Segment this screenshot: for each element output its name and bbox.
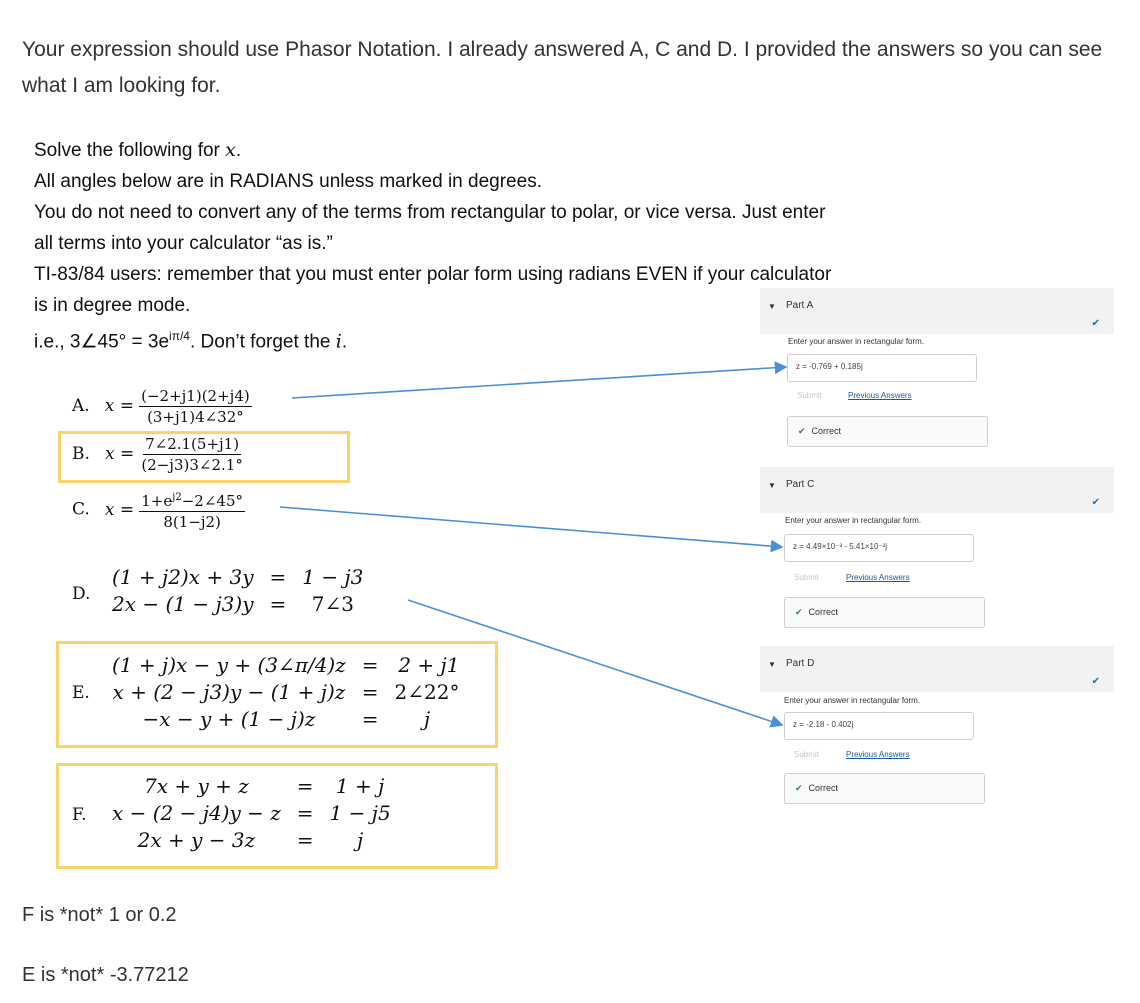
instruction-line-4: all terms into your calculator “as is.” (34, 233, 333, 254)
equation-rhs: 7∠3 (311, 592, 354, 616)
equation-lhs: x − (2 − j4)y − z (112, 801, 281, 825)
check-icon: ✔ (798, 426, 806, 436)
equation-rhs: 1 − j5 (329, 801, 391, 825)
part-d-prompt: Enter your answer in rectangular form. (784, 696, 921, 705)
equation-equals: = (296, 801, 314, 825)
equation-rhs: 2 + j1 (398, 653, 460, 677)
chevron-down-icon: ✔ (1091, 318, 1100, 329)
equation-lhs: x + (2 − j3)y − (1 + j)z (112, 680, 346, 704)
part-c-status-text: Correct (808, 607, 839, 617)
equation-rhs: 1 + j (335, 774, 385, 798)
problem-b-label: B. (72, 444, 90, 464)
part-d-previous-answers-link[interactable]: Previous Answers (846, 750, 910, 759)
equation-lhs: −x − y + (1 − j)z (142, 707, 316, 731)
arrow-a-to-part-a (292, 367, 786, 398)
equation-equals: = (361, 680, 379, 704)
problem-a-lhs: x = (104, 396, 135, 416)
part-d-submit-button[interactable]: Submit (794, 750, 819, 759)
check-icon: ✔ (795, 783, 803, 793)
equation-equals: = (269, 592, 287, 616)
collapse-triangle-icon: ▼ (768, 481, 776, 490)
equation-lhs: 7x + y + z (144, 774, 249, 798)
equation-rhs: 2∠22° (394, 680, 460, 704)
problem-f-label: F. (72, 805, 87, 825)
arrow-c-to-part-c (280, 507, 782, 547)
collapse-triangle-icon: ▼ (768, 302, 776, 311)
part-a-answer-field[interactable]: z = -0.769 + 0.185j (787, 354, 977, 382)
chevron-down-icon: ✔ (1091, 676, 1100, 687)
instruction-line-2: All angles below are in RADIANS unless marked in degrees. (34, 171, 542, 192)
part-c-title: Part C (786, 479, 815, 490)
intro-text: Your expression should use Phasor Notation. I already answered A, C and D. I provided the answers so you can see what I am looking for. (22, 38, 1103, 97)
equation-equals: = (361, 653, 379, 677)
part-c-prompt: Enter your answer in rectangular form. (785, 516, 922, 525)
problem-a-denominator: (3+j1)4∠32° (147, 408, 244, 426)
part-c-submit-button[interactable]: Submit (794, 573, 819, 582)
part-d-answer-field[interactable]: z = -2.18 - 0.402j (784, 712, 974, 740)
equation-lhs: 2x − (1 − j3)y (112, 592, 254, 616)
problem-b-numerator: 7∠2.1(5+j1) (145, 435, 240, 453)
equation-rhs: 1 − j3 (302, 565, 364, 589)
instruction-line-6: is in degree mode. (34, 295, 191, 316)
equation-equals: = (296, 828, 314, 852)
check-icon: ✔ (795, 607, 803, 617)
problem-e-label: E. (72, 683, 90, 703)
chevron-down-icon: ✔ (1091, 497, 1100, 508)
equation-equals: = (361, 707, 379, 731)
part-a-status-text: Correct (811, 426, 842, 436)
problem-c-label: C. (72, 499, 90, 520)
problem-b-denominator: (2−j3)3∠2.1° (141, 456, 243, 474)
part-a-prompt: Enter your answer in rectangular form. (788, 337, 925, 346)
equation-rhs: j (423, 707, 431, 731)
instruction-line-7: i.e., 3∠45° = $3e^{i\pi/4}$. Don’t forget the i. (34, 329, 348, 353)
problem-a-label: A. (72, 396, 90, 416)
equation-lhs: (1 + j2)x + 3y (112, 565, 254, 589)
problem-d-label: D. (72, 584, 91, 604)
note-e: E is *not* -3.77212 (22, 964, 189, 986)
part-d-status-text: Correct (808, 783, 839, 793)
part-a-submit-button[interactable]: Submit (797, 391, 822, 400)
part-c-previous-answers-link[interactable]: Previous Answers (846, 573, 910, 582)
part-d-title: Part D (786, 658, 815, 669)
instruction-line-3: You do not need to convert any of the terms from rectangular to polar, or vice versa. Just enter (34, 202, 826, 223)
note-f: F is *not* 1 or 0.2 (22, 904, 177, 926)
part-a-title: Part A (786, 300, 814, 311)
problem-a-numerator: (−2+j1)(2+j4) (141, 387, 250, 405)
instruction-line-5: TI-83/84 users: remember that you must enter polar form using radians EVEN if your calculator (34, 264, 832, 285)
collapse-triangle-icon: ▼ (768, 660, 776, 669)
part-a-previous-answers-link[interactable]: Previous Answers (848, 391, 912, 400)
equation-equals: = (296, 774, 314, 798)
part-c-answer-field[interactable]: z = 4.49×10⁻³ - 5.41×10⁻²j (784, 534, 974, 562)
problem-c-lhs: x = (104, 499, 135, 520)
problem-c-denominator: 8(1−j2) (163, 513, 221, 531)
equation-lhs: 2x + y − 3z (137, 828, 256, 852)
problem-c-numerator: $1+e^{j2}-2\angle 45^\circ$ (139, 488, 245, 512)
equation-rhs: j (357, 828, 364, 852)
equation-equals: = (269, 565, 287, 589)
equation-lhs: (1 + j)x − y + (3∠π/4)z (112, 653, 346, 677)
instruction-line-1: Solve the following for x. (34, 139, 242, 161)
arrow-d-to-part-d (408, 600, 782, 725)
problem-b-lhs: x = (105, 444, 135, 464)
